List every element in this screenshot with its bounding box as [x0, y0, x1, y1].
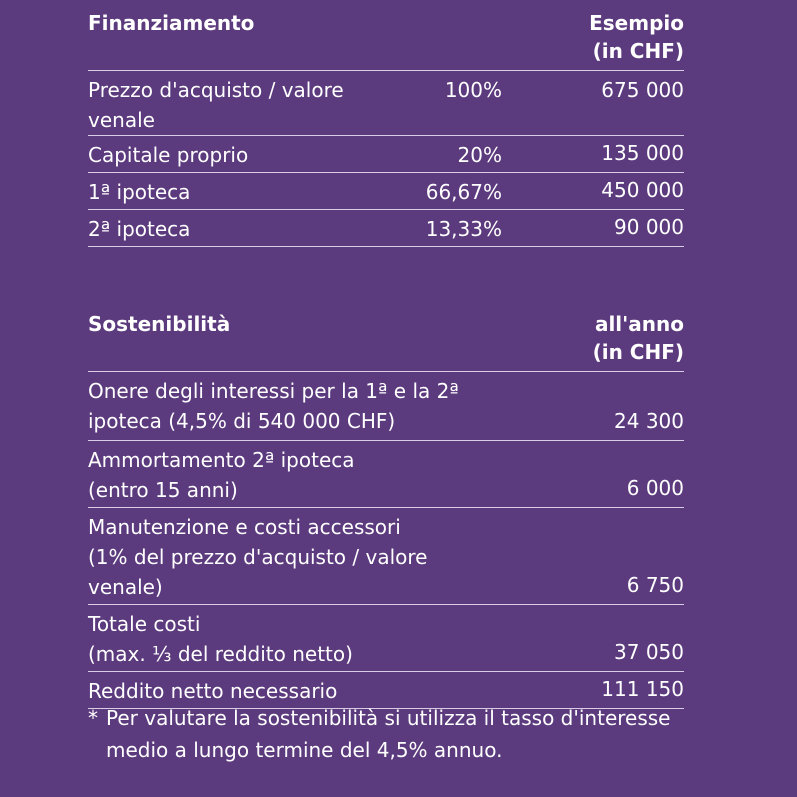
table-row	[88, 173, 684, 210]
footnote-text: Per valutare la sostenibilità si utilizza il tasso d'interesse medio a lungo termine del 4,5% annuo.	[106, 706, 671, 762]
row-label: Onere degli interessi per la 1ª e la 2ª ipoteca (4,5% di 540 000 CHF)	[88, 379, 459, 433]
row-value: 6 000	[626, 476, 684, 500]
sustainability-title: Sostenibilità	[88, 312, 231, 336]
row-label: 2ª ipoteca	[88, 217, 191, 241]
footnote-marker: *	[88, 706, 98, 730]
financing-table	[88, 0, 684, 709]
row-label: Manutenzione e costi accessori (1% del prezzo d'acquisto / valore venale)	[88, 515, 428, 599]
sustainability-value-header: all'anno (in CHF)	[592, 312, 684, 364]
table-row	[88, 508, 684, 605]
row-value: 24 300	[614, 409, 684, 433]
row-value: 135 000	[601, 141, 684, 165]
row-label: Reddito netto necessario	[88, 679, 338, 703]
row-label: Capitale proprio	[88, 143, 249, 167]
row-value: 37 050	[614, 640, 684, 664]
table-row	[88, 210, 684, 247]
financing-header	[88, 0, 684, 71]
row-value: 6 750	[626, 573, 684, 597]
footnote	[88, 702, 708, 766]
row-label: Prezzo d'acquisto / valore venale	[88, 78, 344, 132]
financing-title: Finanziamento	[88, 11, 255, 35]
row-label: Totale costi (max. ⅓ del reddito netto)	[88, 612, 353, 666]
row-percent: 13,33%	[425, 217, 502, 241]
table-row	[88, 71, 684, 136]
row-value: 90 000	[614, 215, 684, 239]
row-value: 675 000	[601, 78, 684, 102]
row-label: Ammortamento 2ª ipoteca (entro 15 anni)	[88, 448, 355, 502]
row-label: 1ª ipoteca	[88, 180, 191, 204]
row-value: 111 150	[601, 677, 684, 701]
sustainability-header	[88, 301, 684, 372]
financing-value-header: Esempio (in CHF)	[589, 11, 684, 63]
row-percent: 66,67%	[425, 180, 502, 204]
row-percent: 20%	[457, 143, 502, 167]
table-row	[88, 136, 684, 173]
row-percent: 100%	[444, 78, 502, 102]
table-row	[88, 441, 684, 508]
row-value: 450 000	[601, 178, 684, 202]
table-row	[88, 372, 684, 441]
table-row	[88, 605, 684, 672]
